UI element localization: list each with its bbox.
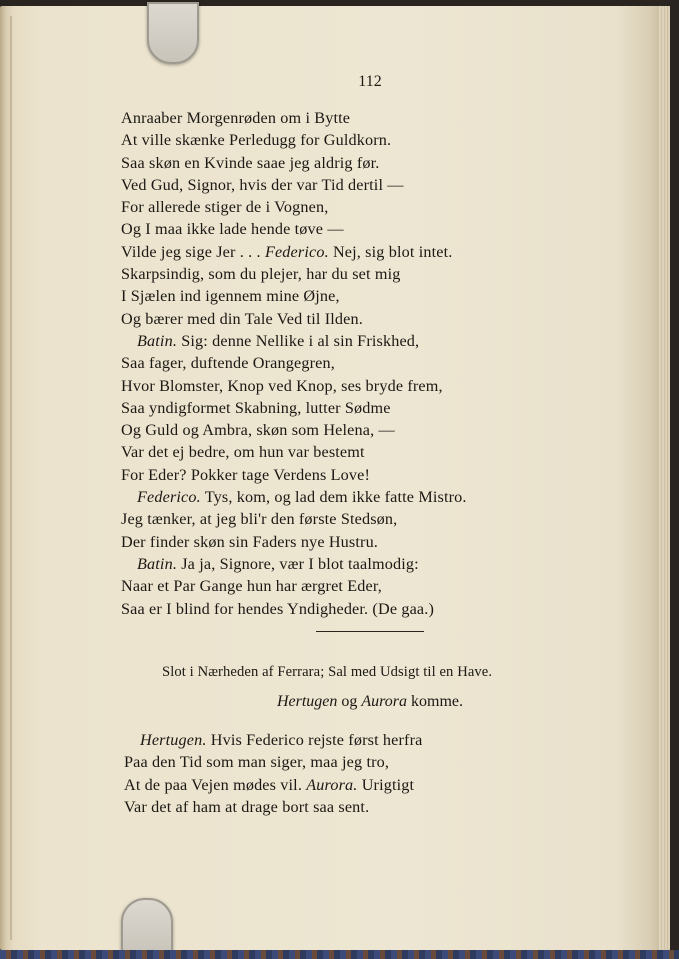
verse-line [121, 352, 591, 374]
verse-line [121, 464, 591, 486]
verse-line [121, 375, 591, 397]
line-text: At de paa Vejen mødes vil. [124, 775, 307, 794]
verse-line [121, 152, 591, 174]
verse-line [121, 486, 591, 508]
line-text: Og I maa ikke lade hende tøve — [121, 220, 344, 239]
verse-line [124, 729, 594, 751]
verse-line [121, 174, 591, 196]
line-text: Hvis Federico rejste først herfra [206, 731, 423, 749]
speaker-name: Aurora. [306, 775, 358, 794]
line-text: Nej, sig blot intet. [328, 242, 453, 261]
speaker-name: Federico. [137, 488, 201, 507]
speaker-name: Federico. [264, 242, 329, 261]
line-text: Og Guld og Ambra, skøn som Helena, — [121, 421, 395, 440]
line-text: Anraaber Morgenrøden om i Bytte [121, 109, 351, 127]
line-text: Hvor Blomster, Knop ved Knop, ses bryde frem, [121, 376, 443, 395]
page-number: 112 [358, 73, 382, 90]
verse-line [124, 774, 594, 796]
speaker-name: Batin. [137, 554, 178, 573]
line-text: Der finder skøn sin Faders nye Hustru. [121, 532, 379, 551]
line-text: Var det af ham at drage bort saa sent. [124, 797, 370, 816]
verse-line [121, 508, 591, 530]
line-text: Og bærer med din Tale Ved til Ilden. [121, 309, 363, 328]
line-text: Saa fager, duftende Orangegren, [121, 354, 335, 373]
verse-line [124, 796, 594, 818]
stage-direction-entry [0, 693, 679, 711]
entry-conjunction: og [337, 693, 362, 710]
paper-clip-bottom [121, 898, 173, 956]
speaker-name: Hertugen. [140, 731, 207, 749]
verse-line [121, 107, 591, 129]
line-text: Paa den Tid som man siger, maa jeg tro, [124, 753, 390, 772]
verse-line [121, 598, 591, 620]
line-text: Jeg tænker, at jeg bli'r den første Stedsøn, [121, 510, 398, 529]
verse-block [121, 107, 591, 620]
line-text: Tys, kom, og lad dem ikke fatte Mistro. [200, 488, 467, 507]
page-gutter [10, 16, 12, 940]
line-text: At ville skænke Perledugg for Guldkorn. [121, 131, 392, 150]
scene-heading: Slot i Nærheden af Ferrara; Sal med Udsigt til en Have. [162, 664, 493, 680]
entry-character-2: Aurora [361, 693, 408, 710]
speaker-name: Batin. [137, 331, 178, 350]
line-text: Vilde jeg sige Jer . . . [121, 242, 265, 261]
line-text: Ja ja, Signore, vær I blot taalmodig: [177, 554, 419, 573]
line-text: Naar et Par Gange hun har ærgret Eder, [121, 577, 382, 596]
verse-line [121, 285, 591, 307]
section-divider [316, 631, 424, 632]
verse-line [121, 397, 591, 419]
line-text: Saa skøn en Kvinde saae jeg aldrig før. [121, 153, 380, 172]
verse-line [121, 196, 591, 218]
verse-line [121, 330, 591, 352]
verse-line [121, 419, 591, 441]
line-text: I Sjælen ind igennem mine Øjne, [121, 287, 340, 306]
line-text: Ved Gud, Signor, hvis der var Tid dertil — [121, 175, 404, 194]
line-text: Sig: denne Nellike i al sin Friskhed, [177, 331, 420, 350]
verse-line [121, 553, 591, 575]
verse-line [121, 241, 591, 263]
line-text: Saa er I blind for hendes Yndigheder. (De gaa.) [121, 599, 434, 618]
paper-clip-top [147, 2, 199, 64]
entry-character-1: Hertugen [276, 693, 338, 710]
entry-verb: komme. [407, 693, 464, 710]
verse-line [121, 575, 591, 597]
verse-block-2 [124, 729, 594, 818]
verse-line [121, 441, 591, 463]
verse-line [121, 218, 591, 240]
verse-line [121, 308, 591, 330]
line-text: For allerede stiger de i Vognen, [121, 198, 329, 217]
line-text: For Eder? Pokker tage Verdens Love! [121, 465, 371, 484]
verse-line [121, 531, 591, 553]
line-text: Skarpsindig, som du plejer, har du set mig [121, 265, 401, 284]
background-cloth [0, 950, 679, 959]
line-text: Saa yndigformet Skabning, lutter Sødme [121, 398, 391, 417]
verse-line [121, 263, 591, 285]
verse-line [121, 129, 591, 151]
line-text: Var det ej bedre, om hun var bestemt [121, 443, 365, 462]
page-edges [658, 6, 670, 950]
verse-line [124, 751, 594, 773]
line-text: Urigtigt [357, 775, 415, 794]
